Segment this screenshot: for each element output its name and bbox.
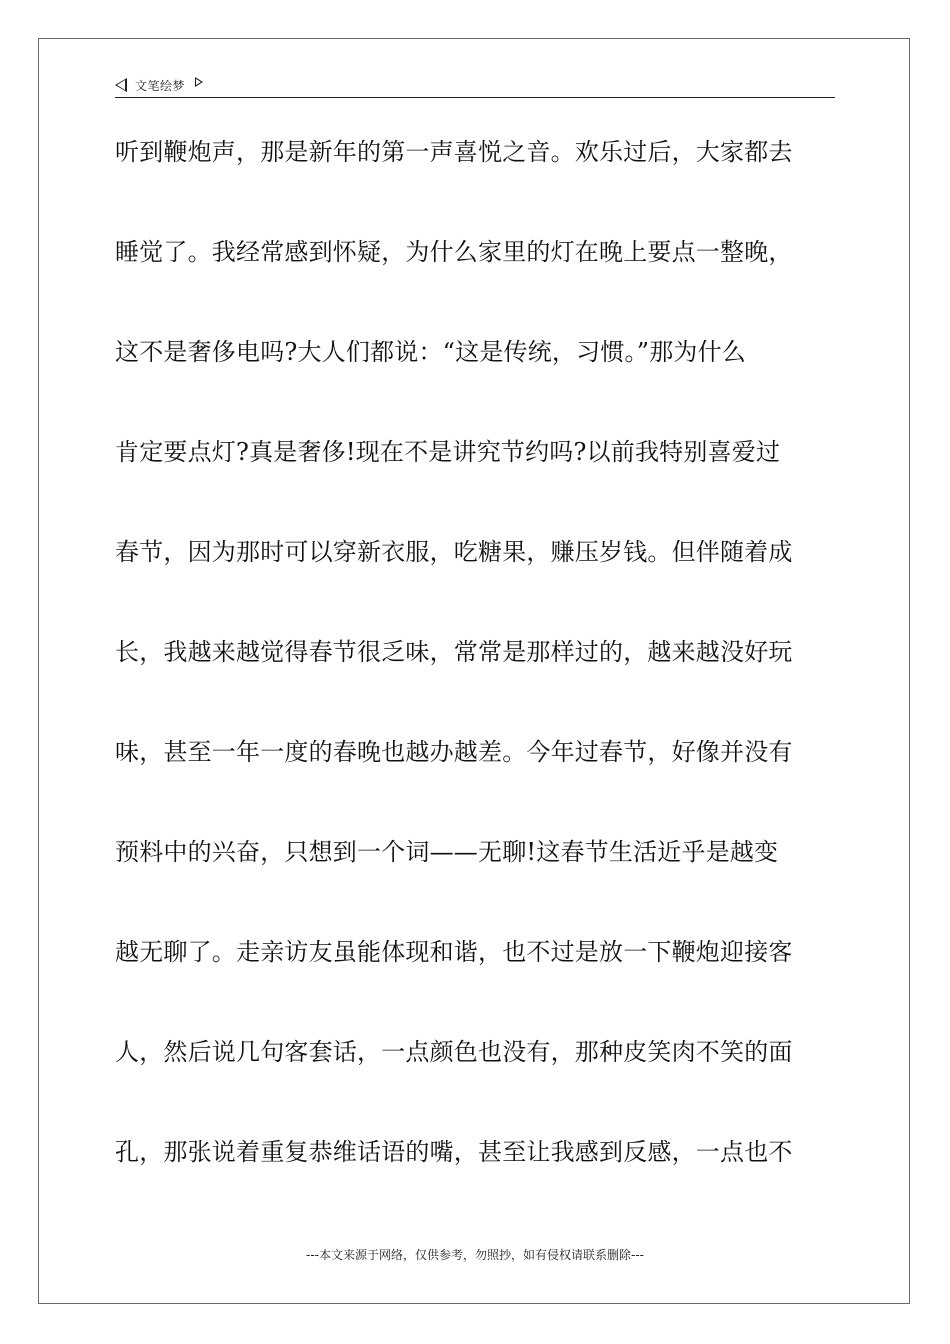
header-divider <box>115 97 835 98</box>
page-header <box>115 74 835 98</box>
header-brand-group <box>115 74 203 96</box>
header-brand: 文笔绘梦 <box>135 78 186 93</box>
footer-notice: ---本文来源于网络，仅供参考，勿照抄，如有侵权请联系删除--- <box>306 1248 644 1262</box>
text-line: 越无聊了。走亲访友虽能体现和谐，也不过是放一下鞭炮迎接客 <box>115 938 793 966</box>
text-line: 春节，因为那时可以穿新衣服，吃糖果，赚压岁钱。但伴随着成 <box>115 538 793 566</box>
text-line: 听到鞭炮声，那是新年的第一声喜悦之音。欢乐过后，大家都去 <box>115 138 793 166</box>
text-line: 味，甚至一年一度的春晚也越办越差。今年过春节，好像并没有 <box>115 738 793 766</box>
text-line: 这不是奢侈电吗?大人们都说：“这是传统，习惯。”那为什么 <box>115 338 747 366</box>
triangle-right-icon <box>195 77 203 87</box>
triangle-left-icon <box>115 78 127 92</box>
text-line: 肯定要点灯?真是奢侈!现在不是讲究节约吗?以前我特别喜爱过 <box>115 438 781 466</box>
text-line: 孔，那张说着重复恭维话语的嘴，甚至让我感到反感，一点也不 <box>115 1138 793 1166</box>
text-line: 预料中的兴奋，只想到一个词——无聊!这春节生活近乎是越变 <box>115 838 779 866</box>
text-line: 人，然后说几句客套话，一点颜色也没有，那种皮笑肉不笑的面 <box>115 1038 793 1066</box>
text-line: 长，我越来越觉得春节很乏味，常常是那样过的，越来越没好玩 <box>115 638 793 666</box>
text-line: 睡觉了。我经常感到怀疑，为什么家里的灯在晚上要点一整晚， <box>115 238 793 266</box>
document-body <box>115 132 835 1232</box>
